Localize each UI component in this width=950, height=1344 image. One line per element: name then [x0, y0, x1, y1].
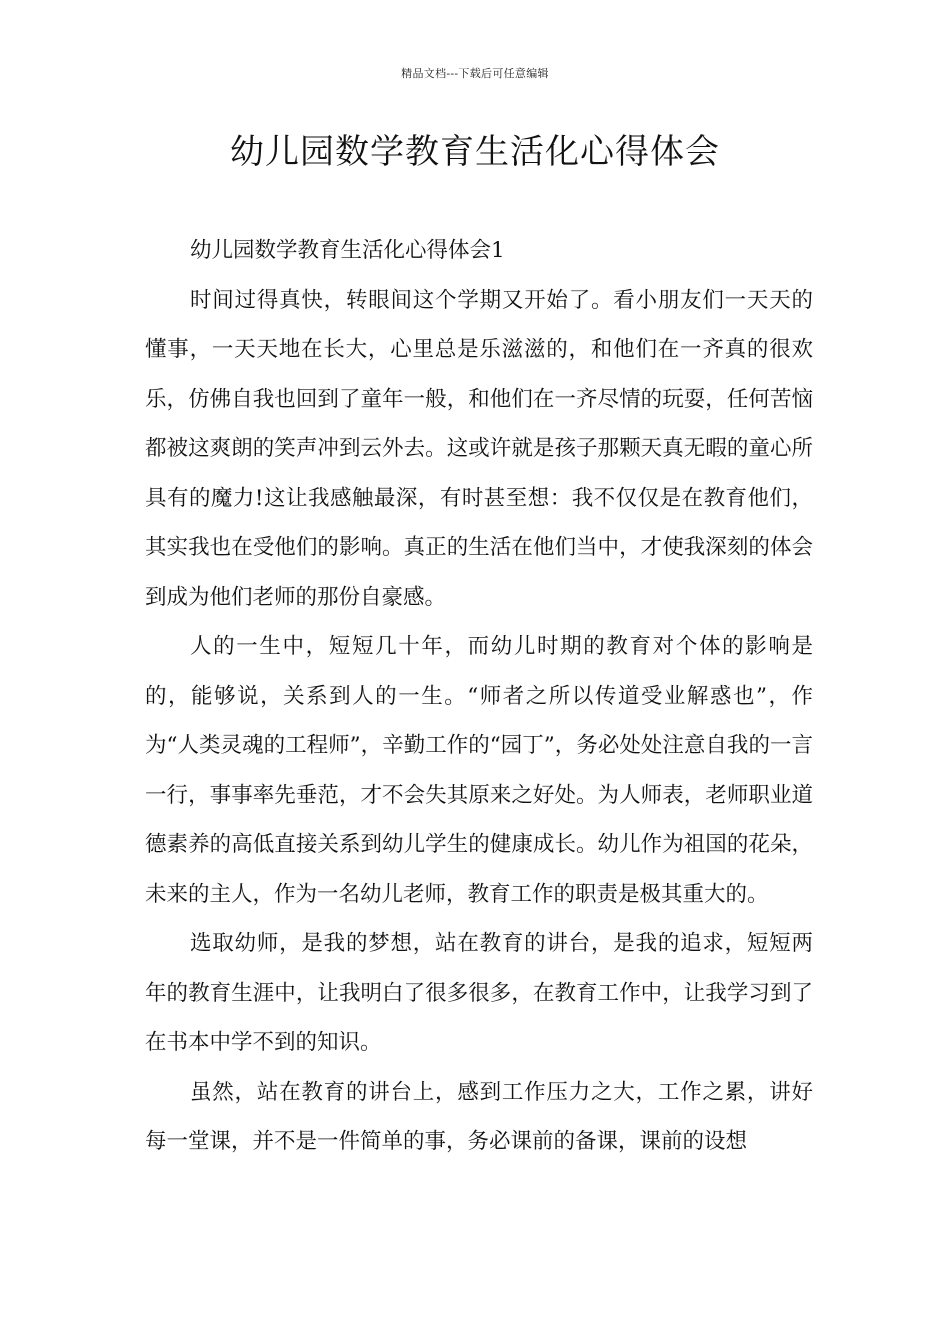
document-body — [145, 226, 813, 1167]
document-title: 幼儿园数学教育生活化心得体会 — [230, 132, 720, 172]
section-heading: 幼儿园数学教育生活化心得体会1 — [190, 238, 505, 263]
paragraph: 选取幼师，是我的梦想，站在教育的讲台，是我的追求，短短两年的教育生涯中，让我明白了很多很多，在教育工作中，让我学习到了在书本中学不到的知识。 — [145, 931, 813, 1055]
paragraph: 时间过得真快，转眼间这个学期又开始了。看小朋友们一天天的懂事，一天天地在长大，心里总是乐滋滋的，和他们在一齐真的很欢乐，仿佛自我也回到了童年一般，和他们在一齐尽情的玩耍，任何苦恼都被这爽朗的笑声冲到云外去。这或许就是孩子那颗天真无暇的童心所具有的魔力!这让我感触最深，有时甚至想：我不仅仅是在教育他们，其实我也在受他们的影响。真正的生活在他们当中，才使我深刻的体会到成为他们老师的那份自豪感。 — [145, 287, 813, 610]
paragraph: 虽然，站在教育的讲台上，感到工作压力之大，工作之累，讲好每一堂课，并不是一件简单的事，务必课前的备课，课前的设想 — [145, 1079, 813, 1154]
header-note: 精品文档---下载后可任意编辑 — [401, 67, 549, 80]
paragraph: 人的一生中，短短几十年，而幼儿时期的教育对个体的影响是的，能够说，关系到人的一生。“师者之所以传道受业解惑也”，作为“人类灵魂的工程师”，辛勤工作的“园丁”，务必处处注意自我的一言一行，事事率先垂范，才不会失其原来之好处。为人师表，老师职业道德素养的高低直接关系到幼儿学生的健康成长。幼儿作为祖国的花朵，未来的主人，作为一名幼儿老师，教育工作的职责是极其重大的。 — [145, 634, 813, 907]
